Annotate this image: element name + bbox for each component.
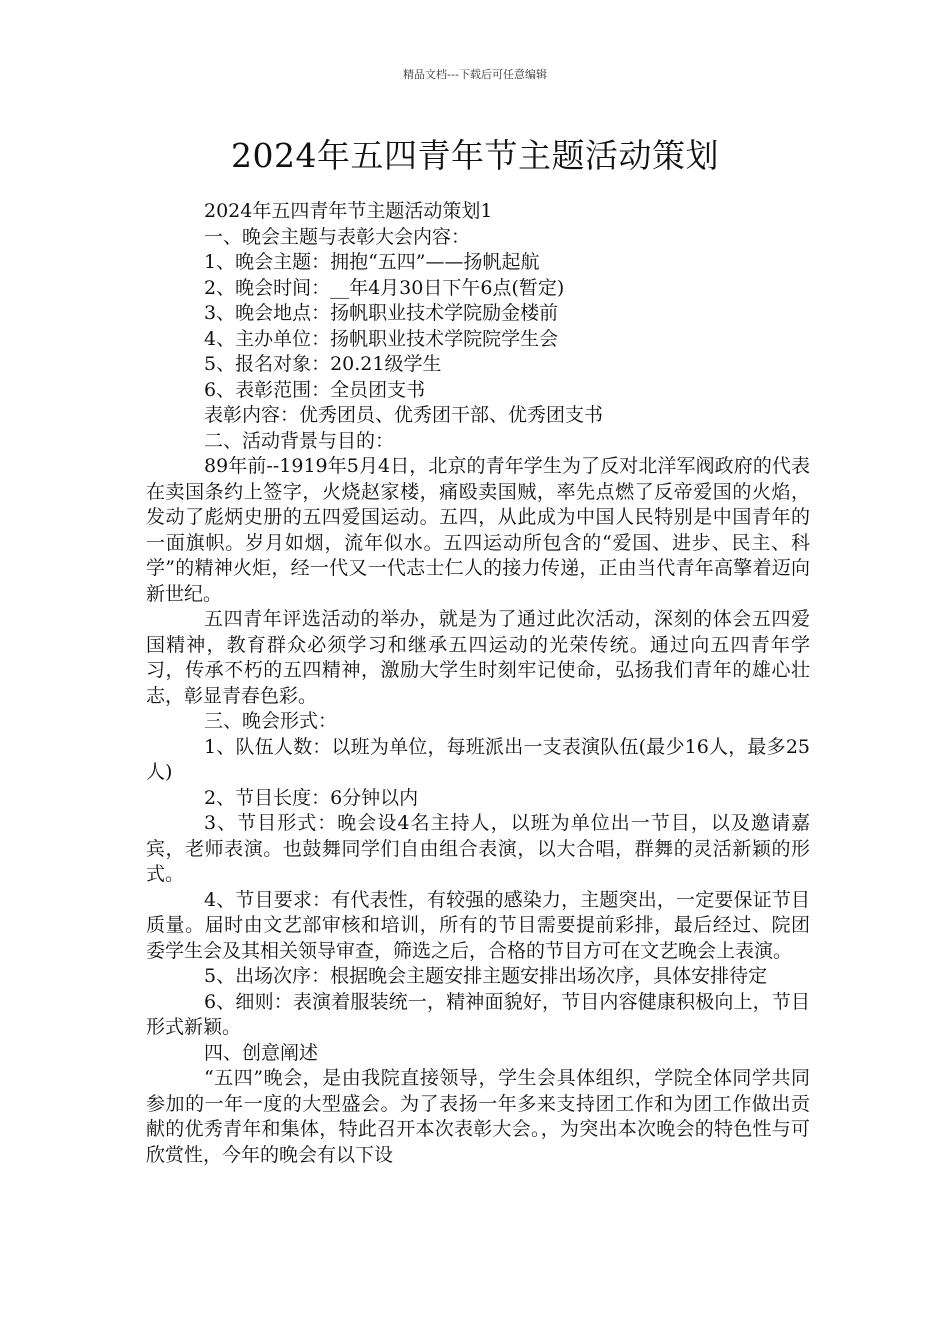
page-title: 2024年五四青年节主题活动策划 bbox=[231, 136, 719, 175]
list-item: 表彰内容：优秀团员、优秀团干部、优秀团支书 bbox=[204, 404, 604, 426]
list-item: 5、报名对象：20.21级学生 bbox=[204, 353, 442, 375]
list-item: 1、晚会主题：拥抱“五四”——扬帆起航 bbox=[204, 251, 540, 273]
list-item: 2、节目长度：6分钟以内 bbox=[204, 786, 419, 809]
body-paragraph: 五四青年评选活动的举办，就是为了通过此次活动，深刻的体会五四爱国精神，教育群众必须学习和继承五四运动的光荣传统。通过向五四青年学习，传承不朽的五四精神，激励大学生时刻牢记使命，弘扬我们青年的雄心壮志，彰显青春色彩。 bbox=[146, 608, 810, 707]
list-item: 5、出场次序：根据晚会主题安排主题安排出场次序，具体安排待定 bbox=[204, 965, 768, 987]
list-item: 4、主办单位：扬帆职业技术学院院学生会 bbox=[204, 327, 559, 350]
document-body bbox=[146, 199, 810, 1168]
header-note: 精品文档---下载后可任意编辑 bbox=[403, 68, 547, 81]
section-heading: 三、晚会形式： bbox=[204, 710, 338, 732]
list-item: 6、细则：表演着服装统一，精神面貌好，节目内容健康积极向上，节目形式新颖。 bbox=[146, 990, 810, 1038]
body-paragraph: “五四”晚会，是由我院直接领导，学生会具体组织，学院全体同学共同参加的一年一度的大型盛会。为了表扬一年多来支持团工作和为团工作做出贡献的优秀青年和集体，特此召开本次表彰大会。，为突出本次晚会的特色性与可欣赏性，今年的晚会有以下设 bbox=[146, 1067, 810, 1166]
body-paragraph: 89年前--1919年5月4日，北京的青年学生为了反对北洋军阀政府的代表在卖国条约上签字，火烧赵家楼，痛殴卖国贼，率先点燃了反帝爱国的火焰，发动了彪炳史册的五四爱国运动。五四，从此成为中国人民特别是中国青年的一面旗帜。岁月如烟，流年似水。五四运动所包含的“爱国、进步、民主、科学”的精神火炬，经一代又一代志士仁人的接力传递，正由当代青年高擎着迈向新世纪。 bbox=[146, 455, 810, 605]
list-item: 6、表彰范围：全员团支书 bbox=[204, 378, 426, 401]
list-item: 3、节目形式：晚会设4名主持人，以班为单位出一节目，以及邀请嘉宾，老师表演。也鼓舞同学们自由组合表演，以大合唱，群舞的灵活新颖的形式。 bbox=[146, 812, 810, 885]
list-item: 3、晚会地点：扬帆职业技术学院励金楼前 bbox=[204, 302, 559, 324]
section-heading: 一、晚会主题与表彰大会内容： bbox=[204, 225, 471, 248]
section-heading: 二、活动背景与目的： bbox=[204, 429, 395, 452]
list-item: 1、队伍人数：以班为单位，每班派出一支表演队伍(最少16人，最多25人) bbox=[146, 735, 810, 783]
paragraph-subtitle: 2024年五四青年节主题活动策划1 bbox=[204, 200, 493, 222]
list-item: 2、晚会时间：__年4月30日下午6点(暂定) bbox=[204, 276, 565, 299]
section-heading: 四、创意阐述 bbox=[204, 1041, 319, 1064]
list-item: 4、节目要求：有代表性，有较强的感染力，主题突出，一定要保证节目质量。届时由文艺部审核和培训，所有的节目需要提前彩排，最后经过、院团委学生会及其相关领导审查，筛选之后，合格的节目方可在文艺晚会上表演。 bbox=[146, 888, 810, 962]
